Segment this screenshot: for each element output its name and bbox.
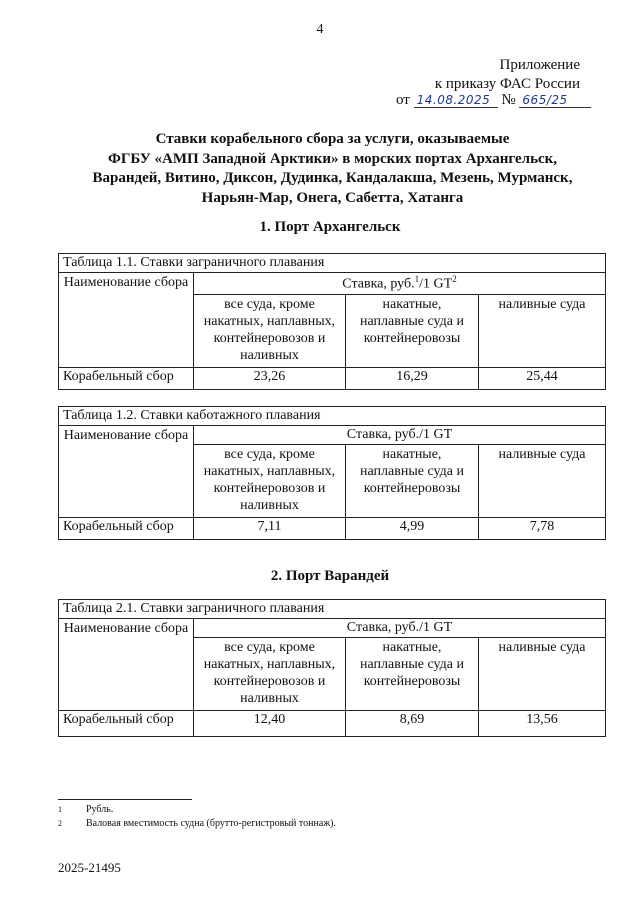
value-tankers: 25,44 bbox=[479, 367, 606, 389]
header-tankers: наливные суда bbox=[479, 294, 606, 367]
value-roro-container: 16,29 bbox=[346, 367, 479, 389]
header-tankers: наливные суда bbox=[479, 638, 606, 711]
title-line-1: Ставки корабельного сбора за услуги, оказываемые bbox=[155, 131, 510, 147]
value-all-vessels: 7,11 bbox=[194, 518, 346, 540]
value-all-vessels: 23,26 bbox=[194, 367, 346, 389]
row-ship-fee-label: Корабельный сбор bbox=[59, 518, 194, 540]
header-all-vessels: все суда, кроме накатных, наплавных, контейнеровозов и наливных bbox=[194, 638, 346, 711]
appendix-order-ref: к приказу ФАС России bbox=[434, 76, 580, 92]
date-prefix: от bbox=[396, 92, 410, 108]
number-prefix: № bbox=[501, 92, 516, 108]
page-number: 4 bbox=[316, 22, 324, 37]
section-heading-varandey: 2. Порт Варандей bbox=[270, 568, 390, 584]
rate-table-2-1 bbox=[58, 599, 606, 737]
header-rate: Ставка, руб.$^1$/1 $GT^2$ bbox=[194, 273, 606, 295]
header-roro-container: накатные, наплавные суда и контейнеровозы bbox=[346, 638, 479, 711]
footnote-2 bbox=[58, 817, 336, 831]
rate-table-1-2 bbox=[58, 406, 606, 540]
row-ship-fee-label: Корабельный сбор bbox=[59, 711, 194, 737]
footnote-divider bbox=[58, 799, 192, 800]
handwritten-date: 14.08.2025 bbox=[414, 93, 498, 108]
header-rate: Ставка, руб./1 GT bbox=[194, 619, 606, 638]
table-caption: Таблица 1.2. Ставки каботажного плавания bbox=[59, 407, 606, 426]
footnote-text: Валовая вместимость судна (брутто-регистровый тоннаж). bbox=[86, 818, 336, 829]
title-line-4: Нарьян-Мар, Онега, Сабетта, Хатанга bbox=[201, 189, 464, 206]
value-all-vessels: 12,40 bbox=[194, 711, 346, 737]
value-roro-container: 4,99 bbox=[346, 518, 479, 540]
value-roro-container: 8,69 bbox=[346, 711, 479, 737]
header-roro-container: накатные, наплавные суда и контейнеровозы bbox=[346, 294, 479, 367]
header-all-vessels: все суда, кроме накатных, наплавных, контейнеровозов и наливных bbox=[194, 445, 346, 518]
footnote-ref-2: 2 bbox=[452, 274, 457, 284]
footnote-text: Рубль. bbox=[86, 804, 114, 815]
order-date-number bbox=[396, 92, 591, 109]
handwritten-number: 665/25 bbox=[519, 93, 591, 108]
header-fee-name: Наименование сбора bbox=[59, 619, 194, 711]
title-line-3: Варандей, Витино, Диксон, Дудинка, Кандалакша, Мезень, Мурманск, bbox=[92, 170, 573, 186]
document-number: 2025-21495 bbox=[58, 860, 121, 875]
row-ship-fee-label: Корабельный сбор bbox=[59, 367, 194, 389]
header-fee-name: Наименование сбора bbox=[59, 273, 194, 368]
header-tankers: наливные суда bbox=[479, 445, 606, 518]
header-roro-container: накатные, наплавные суда и контейнеровозы bbox=[346, 445, 479, 518]
table-caption: Таблица 1.1. Ставки заграничного плавания bbox=[59, 254, 606, 273]
header-all-vessels: все суда, кроме накатных, наплавных, контейнеровозов и наливных bbox=[194, 294, 346, 367]
footnote-mark: 1 bbox=[58, 805, 62, 814]
document-title bbox=[40, 130, 625, 208]
table-caption: Таблица 2.1. Ставки заграничного плавания bbox=[59, 600, 606, 619]
footnote-mark: 2 bbox=[58, 819, 62, 828]
appendix-label: Приложение bbox=[499, 57, 580, 73]
value-tankers: 7,78 bbox=[479, 518, 606, 540]
title-line-2: ФГБУ «АМП Западной Арктики» в морских портах Архангельск, bbox=[107, 150, 558, 167]
footnote-ref-1: 1 bbox=[414, 274, 420, 284]
header-rate: Ставка, руб./1 GT bbox=[194, 426, 606, 445]
value-tankers: 13,56 bbox=[479, 711, 606, 737]
footnotes bbox=[58, 803, 336, 831]
header-fee-name: Наименование сбора bbox=[59, 426, 194, 518]
rate-table-1-1 bbox=[58, 253, 606, 390]
section-heading-arkhangelsk: 1. Порт Архангельск bbox=[259, 219, 401, 235]
footnote-1 bbox=[58, 803, 336, 817]
appendix-header bbox=[435, 56, 580, 94]
